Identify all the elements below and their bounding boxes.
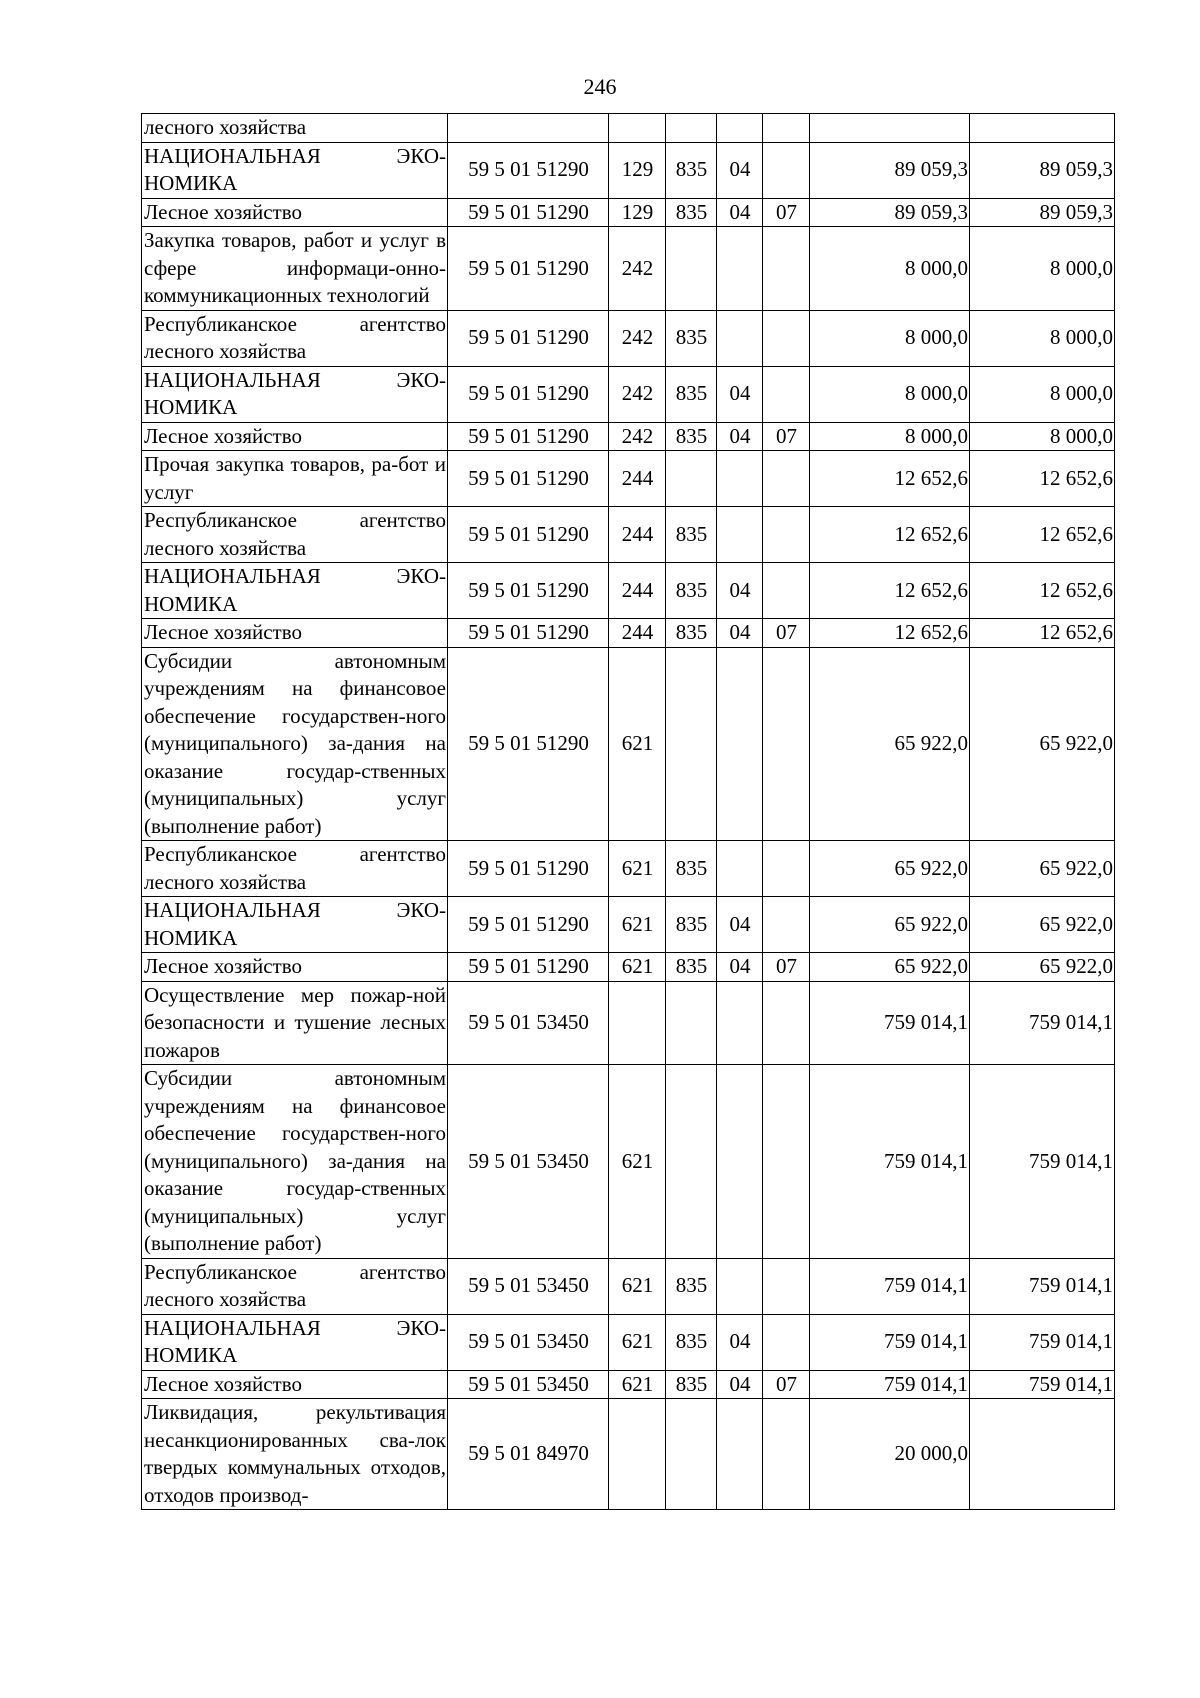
subsection-cell: 07 xyxy=(763,953,810,982)
amount-second-year-cell: 759 014,1 xyxy=(970,1065,1115,1259)
target-article-code-cell: 59 5 01 51290 xyxy=(448,227,609,311)
amount-first-year-cell: 12 652,6 xyxy=(810,619,970,648)
target-article-code-cell: 59 5 01 51290 xyxy=(448,366,609,422)
chief-administrator-cell: 835 xyxy=(666,953,717,982)
amount-first-year-cell: 65 922,0 xyxy=(810,897,970,953)
chief-administrator-cell: 835 xyxy=(666,507,717,563)
table-row xyxy=(142,1399,1115,1510)
amount-second-year-cell xyxy=(970,1399,1115,1510)
table-row xyxy=(142,1370,1115,1399)
chief-administrator-cell: 835 xyxy=(666,142,717,198)
table-row xyxy=(142,981,1115,1065)
target-article-code-cell: 59 5 01 51290 xyxy=(448,310,609,366)
table-row xyxy=(142,114,1115,143)
row-name-cell: Субсидии автономным учреждениям на финансовое обеспечение государствен-ного (муниципального) за-дания на оказание государ-ственных (муниципальных) услуг (выполнение работ) xyxy=(142,647,448,841)
expense-type-cell: 621 xyxy=(609,897,666,953)
amount-second-year-cell: 759 014,1 xyxy=(970,1370,1115,1399)
target-article-code-cell: 59 5 01 84970 xyxy=(448,1399,609,1510)
expense-type-cell xyxy=(609,114,666,143)
amount-first-year-cell: 759 014,1 xyxy=(810,1258,970,1314)
section-cell: 04 xyxy=(717,563,763,619)
subsection-cell xyxy=(763,227,810,311)
budget-table-body xyxy=(142,114,1115,1510)
chief-administrator-cell: 835 xyxy=(666,1370,717,1399)
expense-type-cell: 242 xyxy=(609,366,666,422)
amount-second-year-cell: 8 000,0 xyxy=(970,422,1115,451)
table-row xyxy=(142,619,1115,648)
amount-first-year-cell: 89 059,3 xyxy=(810,198,970,227)
target-article-code-cell: 59 5 01 51290 xyxy=(448,142,609,198)
section-cell: 04 xyxy=(717,142,763,198)
chief-administrator-cell xyxy=(666,647,717,841)
section-cell: 04 xyxy=(717,619,763,648)
section-cell xyxy=(717,310,763,366)
amount-second-year-cell: 89 059,3 xyxy=(970,142,1115,198)
amount-first-year-cell: 65 922,0 xyxy=(810,841,970,897)
row-name-cell: НАЦИОНАЛЬНАЯ ЭКО-НОМИКА xyxy=(142,1314,448,1370)
amount-second-year-cell: 12 652,6 xyxy=(970,619,1115,648)
target-article-code-cell: 59 5 01 53450 xyxy=(448,1258,609,1314)
target-article-code-cell: 59 5 01 51290 xyxy=(448,563,609,619)
subsection-cell xyxy=(763,897,810,953)
amount-second-year-cell: 65 922,0 xyxy=(970,953,1115,982)
row-name-cell: Лесное хозяйство xyxy=(142,1370,448,1399)
target-article-code-cell: 59 5 01 53450 xyxy=(448,1065,609,1259)
expense-type-cell: 129 xyxy=(609,198,666,227)
expense-type-cell xyxy=(609,1399,666,1510)
chief-administrator-cell xyxy=(666,1399,717,1510)
chief-administrator-cell: 835 xyxy=(666,1258,717,1314)
amount-first-year-cell: 8 000,0 xyxy=(810,422,970,451)
amount-first-year-cell: 89 059,3 xyxy=(810,142,970,198)
amount-first-year-cell xyxy=(810,114,970,143)
row-name-cell: Закупка товаров, работ и услуг в сфере информаци-онно-коммуникационных технологий xyxy=(142,227,448,311)
subsection-cell: 07 xyxy=(763,1370,810,1399)
row-name-cell: Лесное хозяйство xyxy=(142,619,448,648)
row-name-cell: Республиканское агентство лесного хозяйства xyxy=(142,841,448,897)
table-row xyxy=(142,841,1115,897)
amount-second-year-cell xyxy=(970,114,1115,143)
amount-second-year-cell: 12 652,6 xyxy=(970,451,1115,507)
section-cell: 04 xyxy=(717,1370,763,1399)
target-article-code-cell: 59 5 01 53450 xyxy=(448,981,609,1065)
expense-type-cell: 244 xyxy=(609,451,666,507)
target-article-code-cell: 59 5 01 51290 xyxy=(448,451,609,507)
section-cell xyxy=(717,647,763,841)
expense-type-cell: 244 xyxy=(609,563,666,619)
subsection-cell xyxy=(763,142,810,198)
subsection-cell xyxy=(763,841,810,897)
amount-first-year-cell: 759 014,1 xyxy=(810,1314,970,1370)
amount-first-year-cell: 65 922,0 xyxy=(810,953,970,982)
amount-second-year-cell: 65 922,0 xyxy=(970,647,1115,841)
section-cell: 04 xyxy=(717,366,763,422)
section-cell xyxy=(717,1258,763,1314)
subsection-cell xyxy=(763,366,810,422)
row-name-cell: Республиканское агентство лесного хозяйства xyxy=(142,310,448,366)
table-row xyxy=(142,897,1115,953)
table-row xyxy=(142,142,1115,198)
section-cell: 04 xyxy=(717,198,763,227)
expense-type-cell: 244 xyxy=(609,507,666,563)
target-article-code-cell: 59 5 01 51290 xyxy=(448,507,609,563)
section-cell: 04 xyxy=(717,897,763,953)
table-row xyxy=(142,366,1115,422)
target-article-code-cell: 59 5 01 51290 xyxy=(448,897,609,953)
amount-first-year-cell: 759 014,1 xyxy=(810,1065,970,1259)
chief-administrator-cell xyxy=(666,981,717,1065)
amount-second-year-cell: 8 000,0 xyxy=(970,366,1115,422)
target-article-code-cell: 59 5 01 51290 xyxy=(448,422,609,451)
subsection-cell: 07 xyxy=(763,198,810,227)
row-name-cell: НАЦИОНАЛЬНАЯ ЭКО-НОМИКА xyxy=(142,142,448,198)
subsection-cell xyxy=(763,647,810,841)
table-row xyxy=(142,310,1115,366)
expense-type-cell: 621 xyxy=(609,1314,666,1370)
expense-type-cell: 242 xyxy=(609,422,666,451)
subsection-cell: 07 xyxy=(763,422,810,451)
target-article-code-cell: 59 5 01 51290 xyxy=(448,198,609,227)
row-name-cell: НАЦИОНАЛЬНАЯ ЭКО-НОМИКА xyxy=(142,366,448,422)
expense-type-cell: 242 xyxy=(609,310,666,366)
row-name-cell: НАЦИОНАЛЬНАЯ ЭКО-НОМИКА xyxy=(142,897,448,953)
chief-administrator-cell: 835 xyxy=(666,619,717,648)
row-name-cell: Ликвидация, рекультивация несанкционированных сва-лок твердых коммунальных отходов, отходов производ- xyxy=(142,1399,448,1510)
chief-administrator-cell: 835 xyxy=(666,841,717,897)
table-row xyxy=(142,198,1115,227)
chief-administrator-cell: 835 xyxy=(666,1314,717,1370)
row-name-cell: Прочая закупка товаров, ра-бот и услуг xyxy=(142,451,448,507)
target-article-code-cell: 59 5 01 51290 xyxy=(448,841,609,897)
section-cell xyxy=(717,1399,763,1510)
amount-first-year-cell: 12 652,6 xyxy=(810,451,970,507)
subsection-cell xyxy=(763,1314,810,1370)
table-row xyxy=(142,647,1115,841)
amount-first-year-cell: 759 014,1 xyxy=(810,981,970,1065)
amount-second-year-cell: 89 059,3 xyxy=(970,198,1115,227)
chief-administrator-cell: 835 xyxy=(666,198,717,227)
expense-type-cell: 621 xyxy=(609,1258,666,1314)
subsection-cell xyxy=(763,1065,810,1259)
section-cell: 04 xyxy=(717,422,763,451)
subsection-cell xyxy=(763,310,810,366)
target-article-code-cell: 59 5 01 51290 xyxy=(448,619,609,648)
chief-administrator-cell: 835 xyxy=(666,310,717,366)
target-article-code-cell xyxy=(448,114,609,143)
section-cell: 04 xyxy=(717,953,763,982)
row-name-cell: Республиканское агентство лесного хозяйства xyxy=(142,1258,448,1314)
amount-second-year-cell: 8 000,0 xyxy=(970,227,1115,311)
expense-type-cell: 621 xyxy=(609,841,666,897)
chief-administrator-cell xyxy=(666,1065,717,1259)
chief-administrator-cell: 835 xyxy=(666,563,717,619)
row-name-cell: лесного хозяйства xyxy=(142,114,448,143)
expense-type-cell: 621 xyxy=(609,1065,666,1259)
amount-second-year-cell: 12 652,6 xyxy=(970,563,1115,619)
amount-second-year-cell: 759 014,1 xyxy=(970,1314,1115,1370)
table-row xyxy=(142,953,1115,982)
subsection-cell xyxy=(763,563,810,619)
expense-type-cell: 621 xyxy=(609,953,666,982)
amount-second-year-cell: 12 652,6 xyxy=(970,507,1115,563)
row-name-cell: Республиканское агентство лесного хозяйства xyxy=(142,507,448,563)
amount-first-year-cell: 8 000,0 xyxy=(810,366,970,422)
expense-type-cell: 129 xyxy=(609,142,666,198)
row-name-cell: Лесное хозяйство xyxy=(142,953,448,982)
section-cell xyxy=(717,1065,763,1259)
chief-administrator-cell xyxy=(666,451,717,507)
table-row xyxy=(142,227,1115,311)
subsection-cell xyxy=(763,1399,810,1510)
chief-administrator-cell: 835 xyxy=(666,366,717,422)
section-cell xyxy=(717,981,763,1065)
budget-table xyxy=(141,113,1115,1510)
chief-administrator-cell xyxy=(666,227,717,311)
chief-administrator-cell: 835 xyxy=(666,422,717,451)
amount-second-year-cell: 8 000,0 xyxy=(970,310,1115,366)
row-name-cell: НАЦИОНАЛЬНАЯ ЭКО-НОМИКА xyxy=(142,563,448,619)
table-row xyxy=(142,1065,1115,1259)
expense-type-cell: 621 xyxy=(609,647,666,841)
table-row xyxy=(142,563,1115,619)
amount-second-year-cell: 65 922,0 xyxy=(970,897,1115,953)
amount-first-year-cell: 12 652,6 xyxy=(810,507,970,563)
section-cell xyxy=(717,841,763,897)
section-cell: 04 xyxy=(717,1314,763,1370)
amount-first-year-cell: 8 000,0 xyxy=(810,227,970,311)
row-name-cell: Осуществление мер пожар-ной безопасности и тушение лесных пожаров xyxy=(142,981,448,1065)
amount-second-year-cell: 759 014,1 xyxy=(970,1258,1115,1314)
subsection-cell xyxy=(763,981,810,1065)
expense-type-cell: 244 xyxy=(609,619,666,648)
subsection-cell xyxy=(763,451,810,507)
subsection-cell: 07 xyxy=(763,619,810,648)
table-row xyxy=(142,507,1115,563)
chief-administrator-cell: 835 xyxy=(666,897,717,953)
section-cell xyxy=(717,227,763,311)
target-article-code-cell: 59 5 01 51290 xyxy=(448,953,609,982)
target-article-code-cell: 59 5 01 51290 xyxy=(448,647,609,841)
chief-administrator-cell xyxy=(666,114,717,143)
subsection-cell xyxy=(763,507,810,563)
table-row xyxy=(142,1314,1115,1370)
table-row xyxy=(142,422,1115,451)
subsection-cell xyxy=(763,114,810,143)
amount-first-year-cell: 12 652,6 xyxy=(810,563,970,619)
subsection-cell xyxy=(763,1258,810,1314)
section-cell xyxy=(717,114,763,143)
expense-type-cell xyxy=(609,981,666,1065)
row-name-cell: Субсидии автономным учреждениям на финансовое обеспечение государствен-ного (муниципального) за-дания на оказание государ-ственных (муниципальных) услуг (выполнение работ) xyxy=(142,1065,448,1259)
amount-first-year-cell: 20 000,0 xyxy=(810,1399,970,1510)
target-article-code-cell: 59 5 01 53450 xyxy=(448,1370,609,1399)
page-number: 246 xyxy=(583,74,617,99)
amount-first-year-cell: 759 014,1 xyxy=(810,1370,970,1399)
expense-type-cell: 621 xyxy=(609,1370,666,1399)
amount-first-year-cell: 8 000,0 xyxy=(810,310,970,366)
section-cell xyxy=(717,451,763,507)
table-row xyxy=(142,1258,1115,1314)
amount-first-year-cell: 65 922,0 xyxy=(810,647,970,841)
expense-type-cell: 242 xyxy=(609,227,666,311)
row-name-cell: Лесное хозяйство xyxy=(142,422,448,451)
table-row xyxy=(142,451,1115,507)
amount-second-year-cell: 65 922,0 xyxy=(970,841,1115,897)
section-cell xyxy=(717,507,763,563)
row-name-cell: Лесное хозяйство xyxy=(142,198,448,227)
target-article-code-cell: 59 5 01 53450 xyxy=(448,1314,609,1370)
amount-second-year-cell: 759 014,1 xyxy=(970,981,1115,1065)
